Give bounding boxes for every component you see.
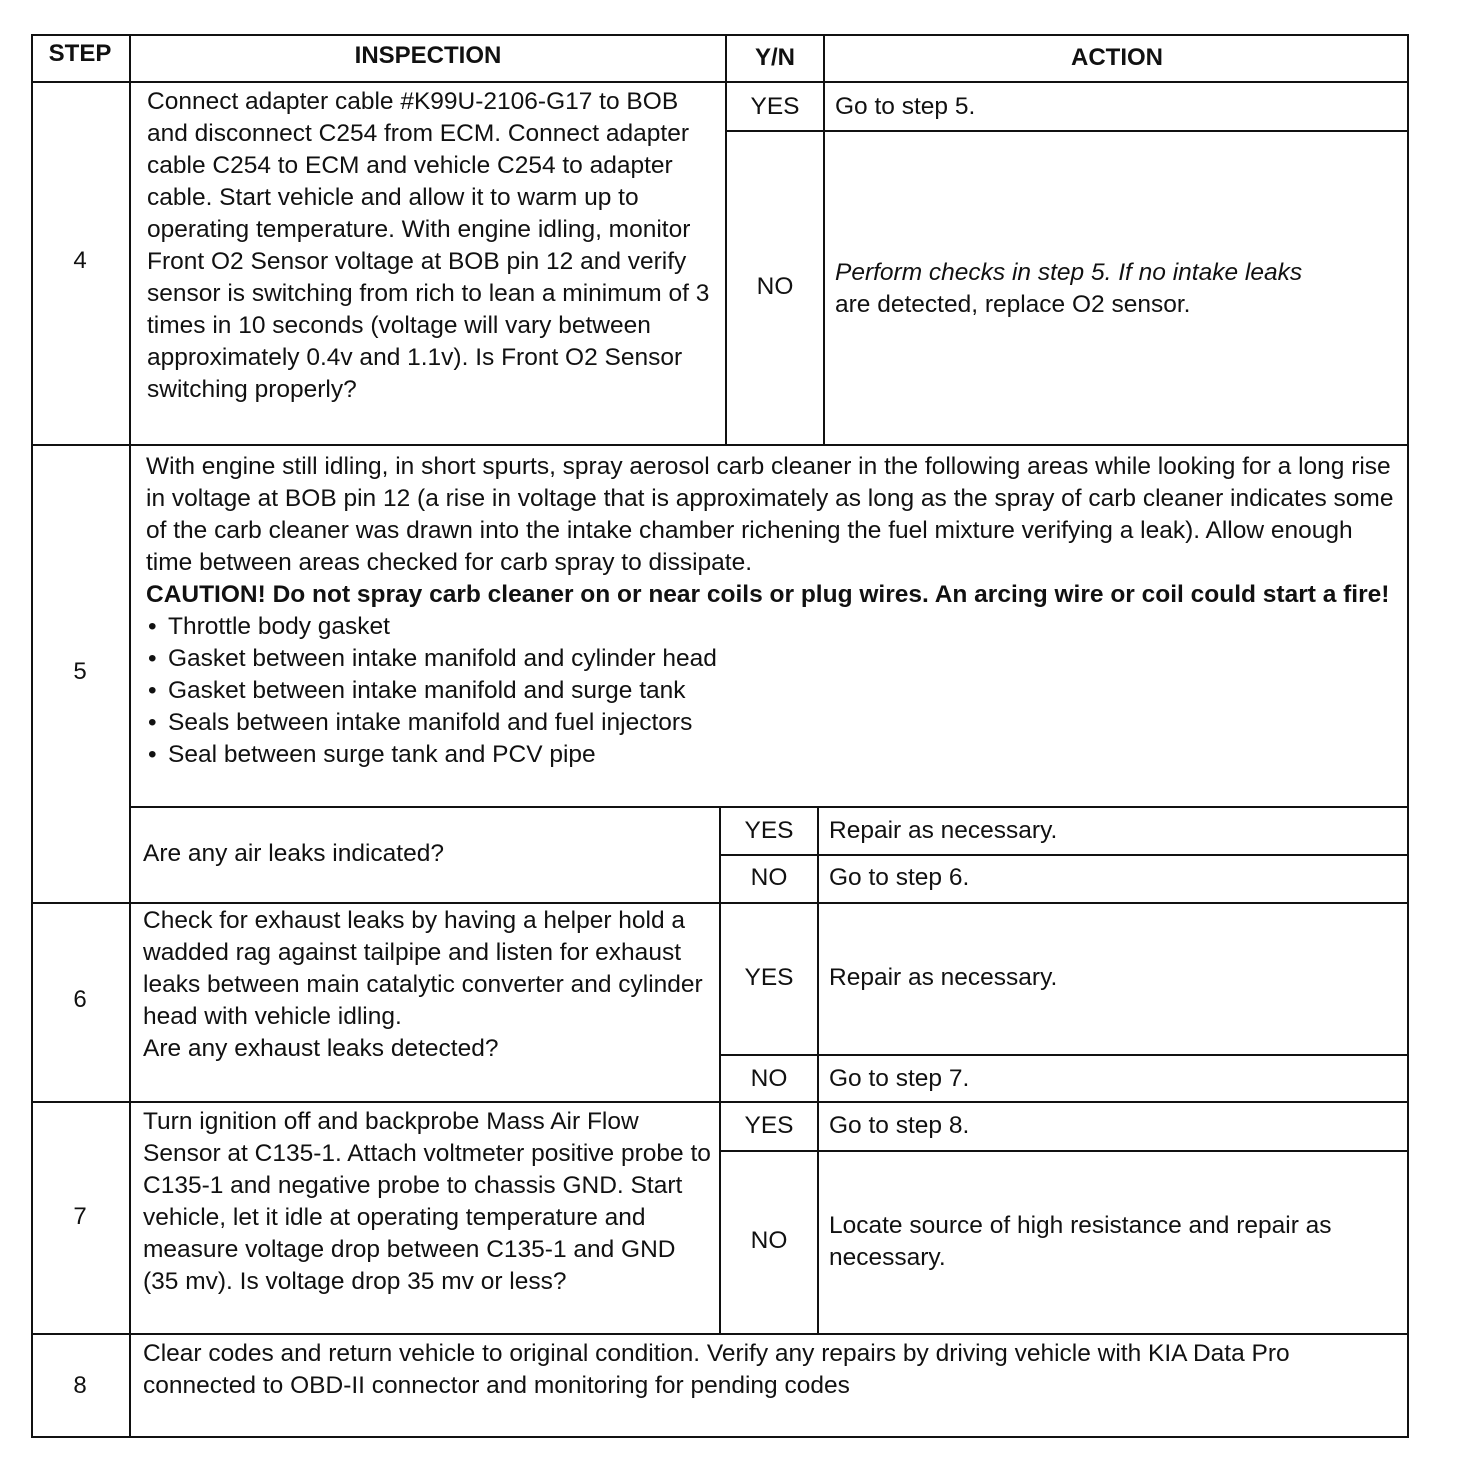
step6-yes-action: Repair as necessary.	[829, 964, 1058, 991]
step4-yes-action: Go to step 5.	[835, 93, 976, 120]
step7-no-label: NO	[750, 1227, 788, 1254]
step4-no-label: NO	[756, 273, 794, 300]
step-number: 4	[73, 247, 87, 274]
step6-question: Are any exhaust leaks detected?	[143, 1035, 499, 1062]
step-number: 6	[73, 986, 87, 1013]
step7-inspection: Turn ignition off and backprobe Mass Air Flow Sensor at C135-1. Attach voltmeter positive probe to C135-1 and negative probe to chassis GND. Start vehicle, let it idle at operating temperature and measure voltage drop between C135-1 and GND (35 mv). Is voltage drop 35 mv or less?	[143, 1108, 711, 1295]
rule-step6-yes	[719, 1054, 1409, 1056]
step6-yes-label: YES	[744, 964, 794, 991]
step6-no-action: Go to step 7.	[829, 1065, 970, 1092]
step4-inspection: Connect adapter cable #K99U-2106-G17 to BOB and disconnect C254 from ECM. Connect adapter cable C254 to ECM and vehicle C254 to adapter cable. Start vehicle and allow it to warm up to operating temperature. With engine idling, monitor Front O2 Sensor voltage at BOB pin 12 and verify sensor is switching from rich to lean a minimum of 3 times in 10 seconds (voltage will vary between approximately 0.4v and 1.1v). Is Front O2 Sensor switching properly?	[147, 88, 710, 403]
step4-no-action-line2: are detected, replace O2 sensor.	[835, 291, 1191, 318]
step4-no-action	[825, 257, 1409, 321]
step5-yes-label: YES	[744, 817, 794, 844]
rule-step-column	[129, 34, 131, 1438]
step-number: 5	[73, 658, 87, 685]
step5-body	[137, 451, 1409, 771]
header-step: STEP	[48, 40, 112, 67]
header-yn: Y/N	[754, 44, 795, 71]
list-item: • Gasket between intake manifold and surge tank	[146, 675, 1403, 707]
step6-inspection-text: Check for exhaust leaks by having a helper hold a wadded rag against tailpipe and listen for exhaust leaks between main catalytic converter and cylinder head with vehicle idling.	[143, 907, 703, 1030]
header-inspection: INSPECTION	[354, 42, 502, 69]
step6-no-label: NO	[750, 1065, 788, 1092]
rule-header-bottom	[31, 81, 1409, 83]
rule-step5-text	[129, 806, 1409, 808]
list-item: • Seals between intake manifold and fuel injectors	[146, 707, 1403, 739]
step5-no-action: Go to step 6.	[829, 864, 970, 891]
step5-question: Are any air leaks indicated?	[143, 840, 444, 867]
step-number: 8	[73, 1372, 87, 1399]
step5-yes-action: Repair as necessary.	[829, 817, 1058, 844]
step4-yes-label: YES	[750, 93, 800, 120]
step5-caution: CAUTION! Do not spray carb cleaner on or near coils or plug wires. An arcing wire or coil could start a fire!	[146, 581, 1390, 608]
header-action: ACTION	[1071, 44, 1163, 71]
step8-text: Clear codes and return vehicle to original condition. Verify any repairs by driving vehicle with KIA Data Pro connected to OBD-II connector and monitoring for pending codes	[143, 1340, 1290, 1399]
rule-step4-yes	[725, 130, 1409, 132]
rule-step4-bottom	[31, 444, 1409, 446]
list-item: • Throttle body gasket	[146, 611, 1403, 643]
step6-inspection	[133, 905, 719, 1065]
list-item: • Gasket between intake manifold and cylinder head	[146, 643, 1403, 675]
step5-text: With engine still idling, in short spurts, spray aerosol carb cleaner in the following areas while looking for a long rise in voltage at BOB pin 12 (a rise in voltage that is approximately as long as the spray of carb cleaner indicates some of the carb cleaner was drawn into the intake chamber richening the fuel mixture verifying a leak). Allow enough time between areas checked for carb spray to dissipate.	[146, 453, 1394, 576]
step7-yes-label: YES	[744, 1112, 794, 1139]
step5-no-label: NO	[750, 864, 788, 891]
step5-check-list	[146, 611, 1403, 771]
rule-step7-yes	[719, 1150, 1409, 1152]
list-item: • Seal between surge tank and PCV pipe	[146, 739, 1403, 771]
step7-yes-action: Go to step 8.	[829, 1112, 970, 1139]
step-number: 7	[73, 1203, 87, 1230]
rule-step5-yes	[719, 854, 1409, 856]
step4-no-action-line1: Perform checks in step 5. If no intake leaks	[835, 259, 1303, 286]
step7-no-action: Locate source of high resistance and repair as necessary.	[829, 1212, 1332, 1271]
